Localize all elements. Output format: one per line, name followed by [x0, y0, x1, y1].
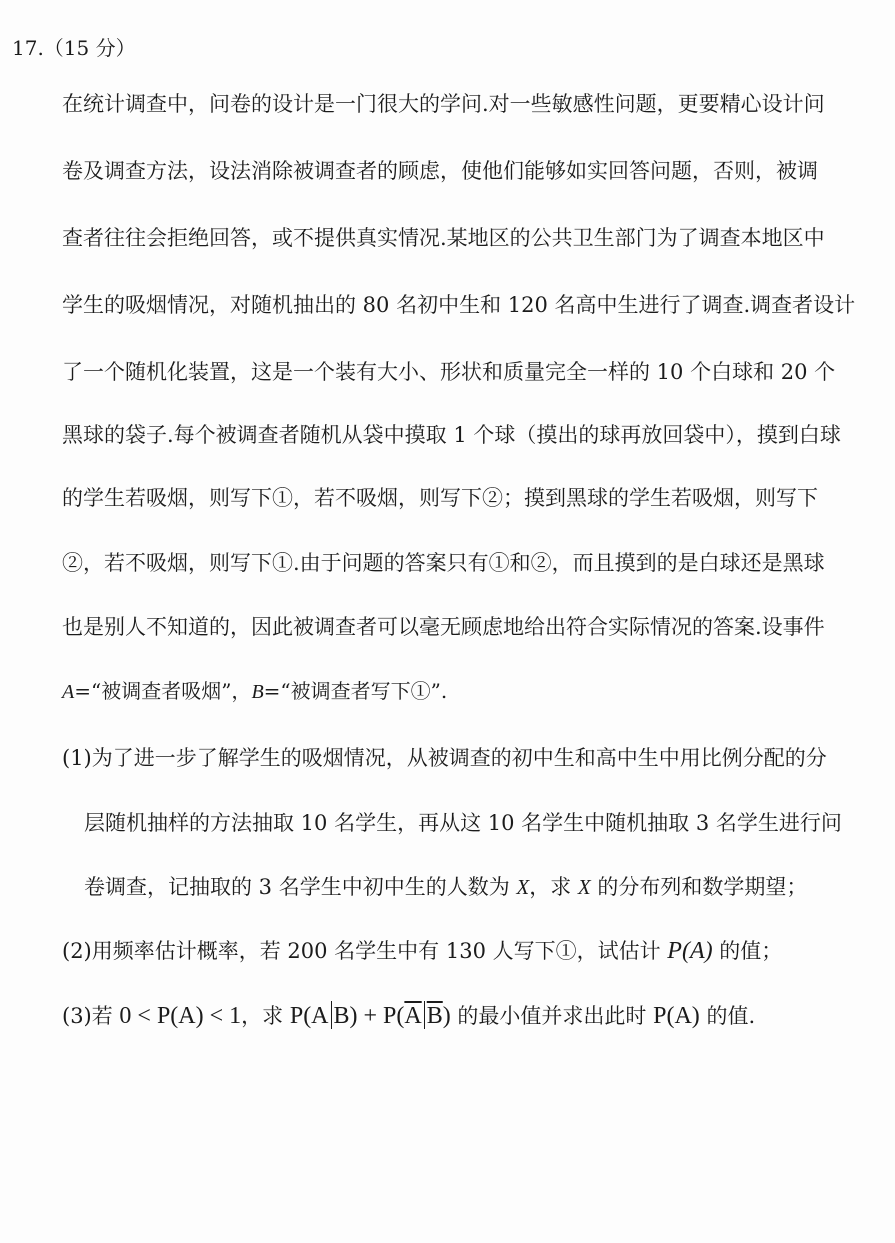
question-3-pa: P(A): [653, 1003, 700, 1029]
question-3-text: 的值.: [699, 1004, 756, 1028]
event-a-symbol: A: [62, 681, 75, 703]
question-3: [62, 1001, 755, 1031]
intro-line: 也是别人不知道的，因此被调查者可以毫无顾虑地给出符合实际情况的答案.设事件: [62, 615, 825, 639]
complement-b: $\overline{B}$: [426, 1003, 443, 1029]
question-1-line: 层随机抽样的方法抽取 10 名学生，再从这 10 名学生中随机抽取 3 名学生进行问: [84, 811, 842, 835]
question-1-line: [84, 872, 807, 902]
problem-header: 17.（15 分）: [12, 36, 136, 60]
intro-line: 学生的吸烟情况，对随机抽出的 80 名初中生和 120 名高中生进行了调查.调查者设计: [62, 293, 856, 317]
question-2: [62, 936, 782, 966]
question-1-text: ，求: [529, 875, 578, 899]
question-1-line: (1)为了进一步了解学生的吸烟情况，从被调查的初中生和高中生中用比例分配的分: [62, 746, 827, 770]
question-2-text: (2)用频率估计概率，若 200 名学生中有 130 人写下①，试估计: [62, 939, 668, 963]
intro-line: 黑球的袋子.每个被调查者随机从袋中摸取 1 个球（摸出的球再放回袋中），摸到白球: [62, 423, 841, 447]
intro-line: 卷及调查方法，设法消除被调查者的顾虑，使他们能够如实回答问题，否则，被调: [62, 159, 818, 183]
question-1-text: 的分布列和数学期望；: [590, 875, 808, 899]
question-1-text: 卷调查，记抽取的 3 名学生中初中生的人数为: [84, 875, 517, 899]
expr-part: P(A: [289, 1003, 329, 1029]
expr-part: B) + P(: [333, 1003, 405, 1029]
question-2-expression: P(A): [667, 938, 713, 964]
intro-line: ②，若不吸烟，则写下①.由于问题的答案只有①和②，而且摸到的是白球还是黑球: [62, 551, 825, 575]
intro-line: 在统计调查中，问卷的设计是一门很大的学问.对一些敏感性问题，更要精心设计问: [62, 92, 825, 116]
variable-x: X: [577, 875, 591, 899]
question-2-text: 的值；: [712, 939, 783, 963]
given-bar: [331, 1001, 332, 1029]
given-bar: [424, 1001, 425, 1029]
conditional-probability-expression: [290, 1003, 451, 1029]
event-b-definition: =“被调查者写下①”.: [263, 679, 448, 703]
expr-part: ): [442, 1003, 451, 1029]
complement-a: $\overline{A}$: [404, 1003, 422, 1029]
question-3-condition: 0 < P(A) < 1: [119, 1003, 242, 1029]
question-3-text: (3)若: [62, 1004, 120, 1028]
intro-line: 查者往往会拒绝回答，或不提供真实情况.某地区的公共卫生部门为了调查本地区中: [62, 226, 825, 250]
event-a-definition: =“被调查者吸烟”，: [74, 679, 252, 703]
event-definitions: [62, 676, 447, 707]
question-3-text: 的最小值并求出此时: [450, 1004, 654, 1028]
intro-line: 了一个随机化装置，这是一个装有大小、形状和质量完全一样的 10 个白球和 20 个: [62, 360, 836, 384]
intro-line: 的学生若吸烟，则写下①，若不吸烟，则写下②；摸到黑球的学生若吸烟，则写下: [62, 486, 818, 510]
variable-x: X: [516, 875, 530, 899]
question-3-text: ，求: [241, 1004, 290, 1028]
event-b-symbol: B: [251, 681, 264, 703]
